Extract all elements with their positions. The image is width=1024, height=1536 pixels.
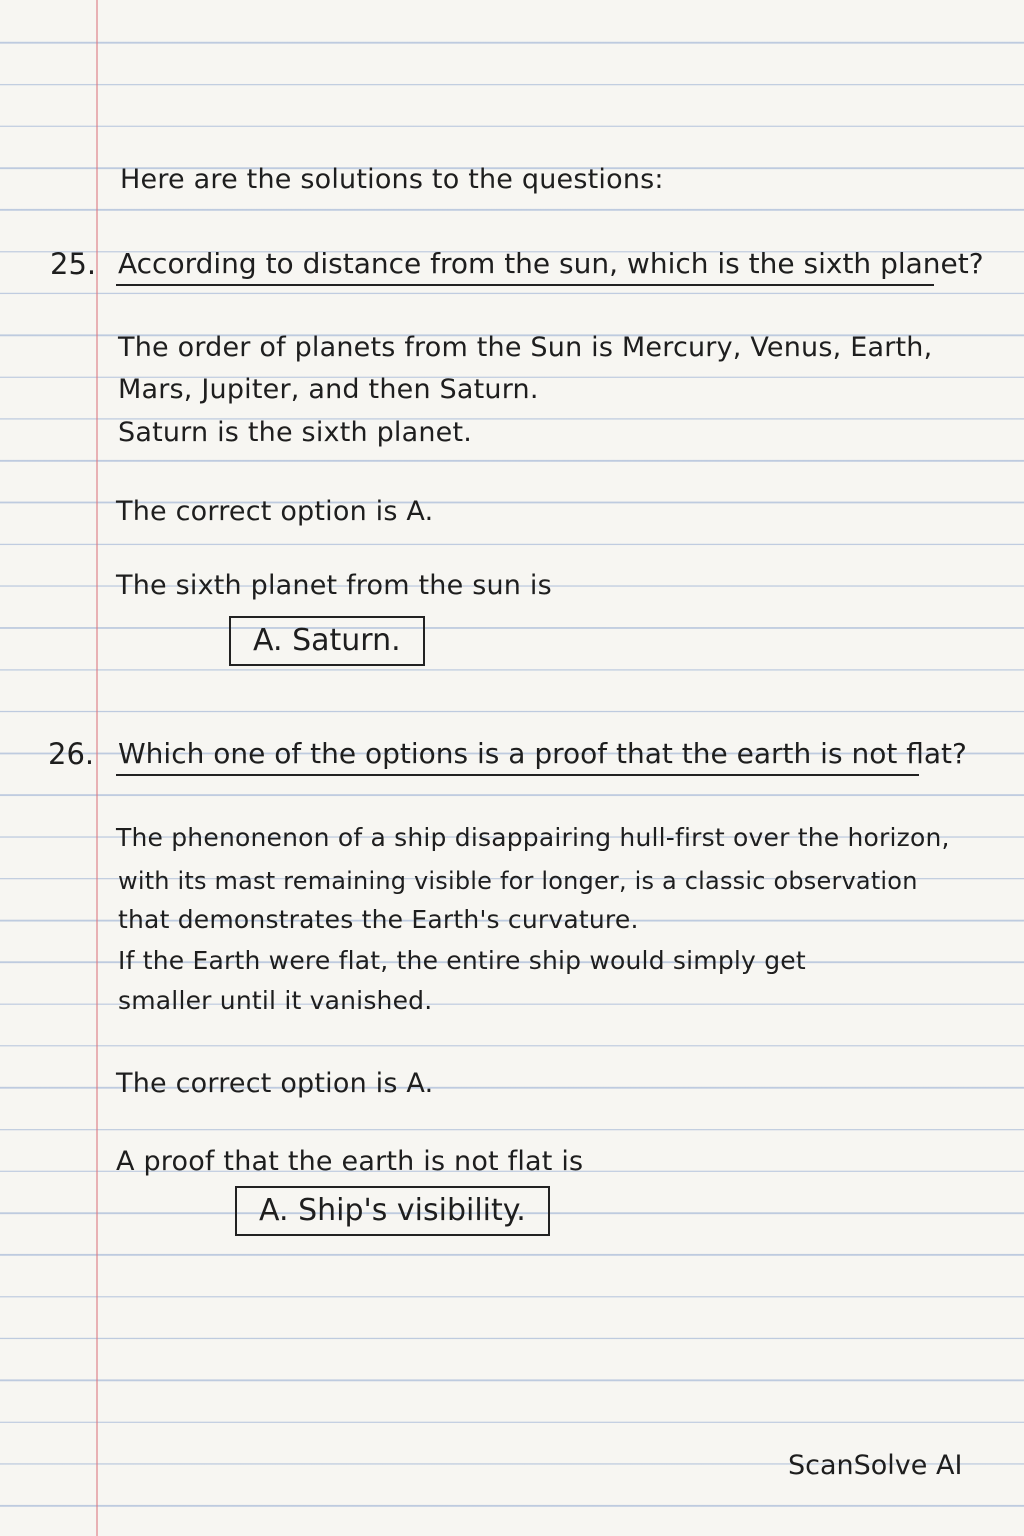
explanation-line: Saturn is the sixth planet. (118, 417, 473, 448)
answer-box: A. Ship's visibility. (235, 1186, 550, 1236)
question-text: According to distance from the sun, which is the sixth planet? (118, 247, 984, 280)
correct-option-text: The correct option is A. (116, 1068, 434, 1099)
conclusion-text: A proof that the earth is not flat is (116, 1146, 584, 1177)
correct-option-text: The correct option is A. (116, 496, 434, 527)
question-text: Which one of the options is a proof that the earth is not flat? (118, 737, 967, 770)
brand-watermark: ScanSolve AI (788, 1450, 963, 1481)
intro-text: Here are the solutions to the questions: (120, 164, 664, 195)
conclusion-text: The sixth planet from the sun is (116, 570, 552, 601)
explanation-line: Mars, Jupiter, and then Saturn. (118, 374, 539, 405)
answer-box: A. Saturn. (229, 616, 425, 666)
question-underline (116, 284, 934, 286)
explanation-line: smaller until it vanished. (118, 986, 433, 1015)
margin-line (96, 0, 98, 1536)
explanation-line: that demonstrates the Earth's curvature. (118, 905, 639, 934)
question-number: 26. (48, 737, 95, 771)
question-underline (116, 774, 919, 776)
explanation-line: If the Earth were flat, the entire ship would simply get (118, 946, 806, 975)
explanation-line: The phenonenon of a ship disappairing hull-first over the horizon, (116, 823, 950, 852)
explanation-line: The order of planets from the Sun is Mercury, Venus, Earth, (118, 332, 933, 363)
question-number: 25. (50, 247, 97, 281)
explanation-line: with its mast remaining visible for longer, is a classic observation (118, 867, 918, 895)
